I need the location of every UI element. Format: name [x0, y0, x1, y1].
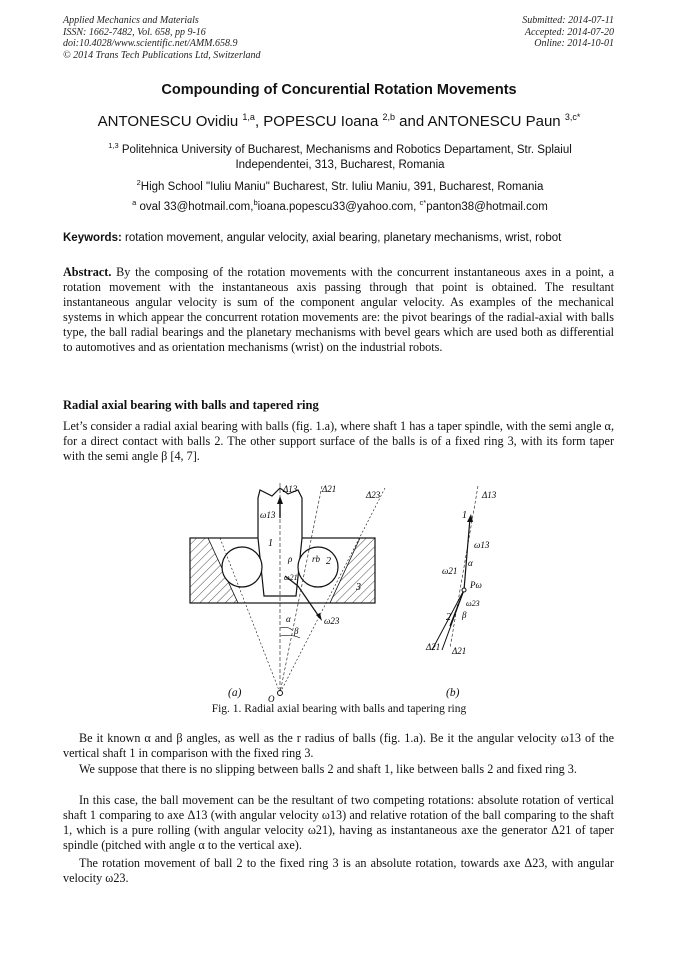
label-d23: Δ23	[366, 490, 381, 500]
journal-name: Applied Mechanics and Materials	[63, 15, 199, 26]
affiliation-2-text: High School "Iuliu Maniu" Bucharest, Str. Iuliu Maniu, 391, Bucharest, Romania	[140, 180, 544, 193]
bearing-diagram	[180, 478, 510, 710]
sub-label-b: (b)	[446, 687, 460, 699]
affiliation-1	[70, 138, 610, 173]
sub-label-a: (a)	[228, 687, 242, 699]
b-label-2: 2	[446, 612, 451, 623]
keywords	[63, 232, 623, 244]
label-d21: Δ21	[322, 484, 337, 494]
email-line	[70, 195, 610, 215]
author-1-sup: 1,a	[242, 112, 255, 122]
abstract-label: Abstract.	[63, 265, 112, 279]
doi-link[interactable]: doi:10.4028/www.scientific.net/AMM.658.9	[63, 38, 238, 49]
b-label-w23: ω23	[466, 599, 480, 608]
email-a-sup: a	[132, 198, 137, 207]
figure-caption: Fig. 1. Radial axial bearing with balls and tapering ring	[211, 703, 467, 715]
email-b-sup: b	[253, 198, 258, 207]
label-o: O	[268, 694, 275, 704]
figure-1	[180, 478, 510, 710]
abstract	[63, 265, 614, 355]
ball-left	[222, 547, 262, 587]
body-paragraph-2: We suppose that there is no slipping between balls 2 and shaft 1, like between balls 2 and fixed ring 3.	[79, 762, 577, 776]
label-w23: ω23	[324, 616, 340, 626]
b-label-d21b: Δ21	[452, 646, 467, 656]
label-rb: rb	[312, 554, 321, 564]
b-label-w21: ω21	[442, 566, 458, 576]
author-2-sup: 2,b	[382, 112, 396, 122]
b-label-pw: Pω	[470, 580, 482, 590]
accepted-date: Accepted: 2014-07-20	[524, 26, 614, 38]
abstract-text: By the composing of the rotation movements with the concurrent instantaneous axes in a point, a rotation movement with the instantaneous axis passing through that point is obtained. The resultant instantaneous angular velocity is sum of the component angular velocity. As examples of the mechanical systems in which appear the concurrent rotation movements are: the pivot bearings of the radial-axial with balls type, the ball radial bearings and the planetary mechanisms with bevel gears which are used both as differential to automotives and as orientation mechanisms (wrist) on the industrial robots.	[63, 265, 614, 354]
dates-info	[522, 15, 614, 50]
vector-w23	[298, 586, 320, 618]
email-c[interactable]: panton38@hotmail.com	[426, 200, 548, 213]
b-label-beta: β	[462, 610, 467, 620]
submitted-date: Submitted: 2014-07-11	[522, 15, 614, 26]
author-sep-1: , POPESCU Ioana	[254, 113, 383, 130]
label-w13: ω13	[260, 510, 276, 520]
label-d13: Δ13	[283, 484, 298, 494]
body-paragraph-1: Be it known α and β angles, as well as the r radius of balls (fig. 1.a). Be it the angular velocity ω13 of the vertical shaft 1 in comparison with the fixed ring 3.	[63, 731, 614, 760]
author-list	[0, 112, 678, 130]
keywords-text: rotation movement, angular velocity, axial bearing, planetary mechanisms, wrist, robot	[121, 232, 562, 244]
journal-info	[63, 15, 261, 61]
affiliation-1-sup: 1,3	[108, 141, 119, 150]
point-o	[278, 691, 283, 696]
affiliation-1-text: Politehnica University of Bucharest, Mechanisms and Robotics Departament, Str. Splaiul Independentei, 313, Bucharest, Romania	[118, 143, 572, 171]
b-point-pw	[462, 588, 466, 592]
alpha-arc	[280, 627, 292, 630]
figure-b	[425, 486, 497, 656]
b-label-d21a: Δ21	[426, 642, 441, 652]
author-1: ANTONESCU Ovidiu	[97, 113, 243, 130]
ball-right	[298, 547, 338, 587]
section-paragraph: Let’s consider a radial axial bearing with balls (fig. 1.a), where shaft 1 has a taper spindle, with the semi angle α, for a direct contact with balls 2. The other support surface of the balls is of a fixed ring 3, with its form taper with the semi angle β [4, 7].	[63, 419, 614, 463]
label-beta: β	[294, 626, 299, 636]
author-3-sup: 3,c*	[564, 112, 581, 122]
figure-a	[190, 483, 385, 704]
b-label-1: 1	[462, 510, 467, 521]
issn: ISSN: 1662-7482, Vol. 658, pp 9-16	[63, 26, 206, 38]
email-c-sup: c*	[419, 198, 427, 207]
label-alpha: α	[286, 614, 291, 624]
copyright: © 2014 Trans Tech Publications Ltd, Switzerland	[63, 49, 261, 61]
affiliation-2-sup: 2	[136, 178, 141, 187]
label-shaft-1: 1	[268, 538, 273, 549]
b-label-d13: Δ13	[482, 490, 497, 500]
affiliation-2	[70, 175, 610, 195]
email-b[interactable]: ioana.popescu33@yahoo.com,	[257, 200, 420, 213]
body-paragraph-4: The rotation movement of ball 2 to the fixed ring 3 is an absolute rotation, towards axe Δ23, with angular velocity ω23.	[63, 856, 614, 885]
label-w21: ω21	[284, 573, 298, 582]
author-sep-2: and ANTONESCU Paun	[395, 113, 565, 130]
keywords-label: Keywords:	[63, 232, 122, 244]
body-paragraph-3: In this case, the ball movement can be the resultant of two competing rotations: absolute rotation of vertical shaft 1 comparing to axe Δ13 (with angular velocity ω13) and relative rotation of the ball comparing to the shaft 1, which is a pure rolling (with angular velocity ω21), having as instantaneous axe the generator Δ21 of taper spindle (pitched with angle α to the vertical axe).	[63, 793, 614, 852]
b-arrow-w13	[467, 514, 473, 522]
label-ball-2: 2	[326, 556, 331, 567]
email-a[interactable]: oval 33@hotmail.com,	[136, 200, 254, 213]
online-date: Online: 2014-10-01	[534, 38, 614, 49]
paper-title: Compounding of Concurential Rotation Movements	[161, 82, 517, 98]
label-rho: ρ	[288, 554, 293, 564]
b-label-w13: ω13	[474, 540, 490, 550]
section-heading: Radial axial bearing with balls and tapered ring	[63, 398, 319, 412]
label-ring-3: 3	[356, 582, 361, 593]
b-label-alpha: α	[468, 558, 473, 568]
